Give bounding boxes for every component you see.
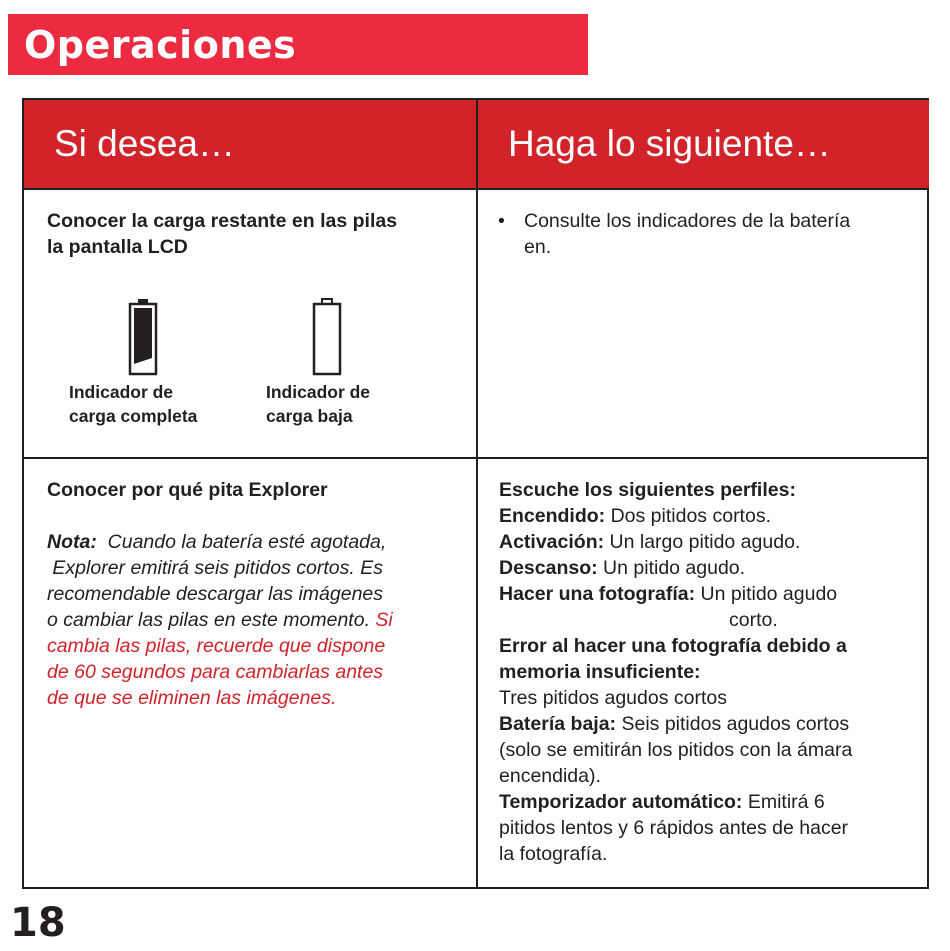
- descanso-label: Descanso:: [499, 557, 598, 579]
- note-line1: Cuando la batería esté agotada,: [96, 531, 387, 553]
- note-block: [47, 529, 467, 711]
- foto-text: Un pitido agudo: [695, 583, 838, 605]
- full-battery-label: [69, 380, 197, 428]
- temporizador-label: Temporizador automático:: [499, 791, 743, 813]
- bateria-text2: (solo se emitirán los pitidos con la ámara: [499, 739, 853, 761]
- column-divider: [476, 100, 478, 887]
- row2-right-text: [499, 477, 924, 867]
- title-bar: [8, 14, 588, 75]
- activacion-text: Un largo pitido agudo.: [604, 531, 801, 553]
- row1-left-text: [47, 208, 397, 260]
- battery-low-icon: [312, 298, 342, 376]
- note-red-line5: cambia las pilas, recuerde que dispone: [47, 635, 386, 657]
- row1-left-line1: Conocer la carga restante en las pilas: [47, 210, 398, 232]
- low-label-line1: Indicador de: [266, 382, 371, 402]
- profile-bateria: [499, 711, 924, 737]
- error-text: Tres pitidos agudos cortos: [499, 687, 727, 709]
- note-red-line7: de que se eliminen las imágenes.: [47, 687, 337, 709]
- full-label-line2: carga completa: [69, 406, 198, 426]
- page-number: 18: [10, 900, 66, 946]
- note-line4b: Si: [375, 609, 393, 631]
- foto-text2: corto.: [729, 609, 778, 631]
- note-red-line6: de 60 segundos para cambiarlas antes: [47, 661, 384, 683]
- bullet: •: [498, 210, 505, 232]
- low-battery-label: [266, 380, 370, 428]
- note-label: Nota:: [47, 531, 97, 553]
- encendido-text: Dos pitidos cortos.: [605, 505, 771, 527]
- row1-right-line2: en.: [524, 236, 552, 258]
- profile-activacion: [499, 529, 924, 555]
- page-title: Operaciones: [24, 22, 297, 67]
- error-label-line1: Error al hacer una fotografía debido a: [499, 635, 847, 657]
- row2-right-heading: Escuche los siguientes perfiles:: [499, 479, 796, 501]
- row1-left-line2: la pantalla LCD: [47, 236, 188, 258]
- row1-right-text: [498, 208, 918, 260]
- row2-left-heading: Conocer por qué pita Explorer: [47, 479, 328, 501]
- note-line2: Explorer emitirá seis pitidos cortos. Es: [47, 557, 383, 579]
- profile-temporizador: [499, 789, 924, 815]
- activacion-label: Activación:: [499, 531, 605, 553]
- encendido-label: Encendido:: [499, 505, 606, 527]
- bateria-text3: encendida).: [499, 765, 601, 787]
- full-label-line1: Indicador de: [69, 382, 174, 402]
- row2-left-text: [47, 477, 467, 711]
- row-divider: [24, 457, 927, 459]
- profile-encendido: [499, 503, 924, 529]
- foto-label: Hacer una fotografía:: [499, 583, 696, 605]
- note-line4a: o cambiar las pilas en este momento.: [47, 609, 376, 631]
- bateria-text: Seis pitidos agudos cortos: [616, 713, 850, 735]
- battery-full-icon: [128, 298, 158, 376]
- temporizador-text: Emitirá 6: [742, 791, 825, 813]
- row1-right-line1: Consulte los indicadores de la batería: [524, 210, 851, 232]
- profile-descanso: [499, 555, 924, 581]
- note-line3: recomendable descargar las imágenes: [47, 583, 384, 605]
- descanso-text: Un pitido agudo.: [597, 557, 746, 579]
- profile-foto: [499, 581, 924, 607]
- header-right: Haga lo siguiente…: [478, 100, 929, 190]
- temporizador-text3: la fotografía.: [499, 843, 608, 865]
- low-label-line2: carga baja: [266, 406, 353, 426]
- operations-table: [22, 98, 929, 889]
- bateria-label: Batería baja:: [499, 713, 617, 735]
- error-label-line2: memoria insuficiente:: [499, 661, 701, 683]
- header-left: Si desea…: [24, 100, 476, 190]
- temporizador-text2: pitidos lentos y 6 rápidos antes de hacer: [499, 817, 849, 839]
